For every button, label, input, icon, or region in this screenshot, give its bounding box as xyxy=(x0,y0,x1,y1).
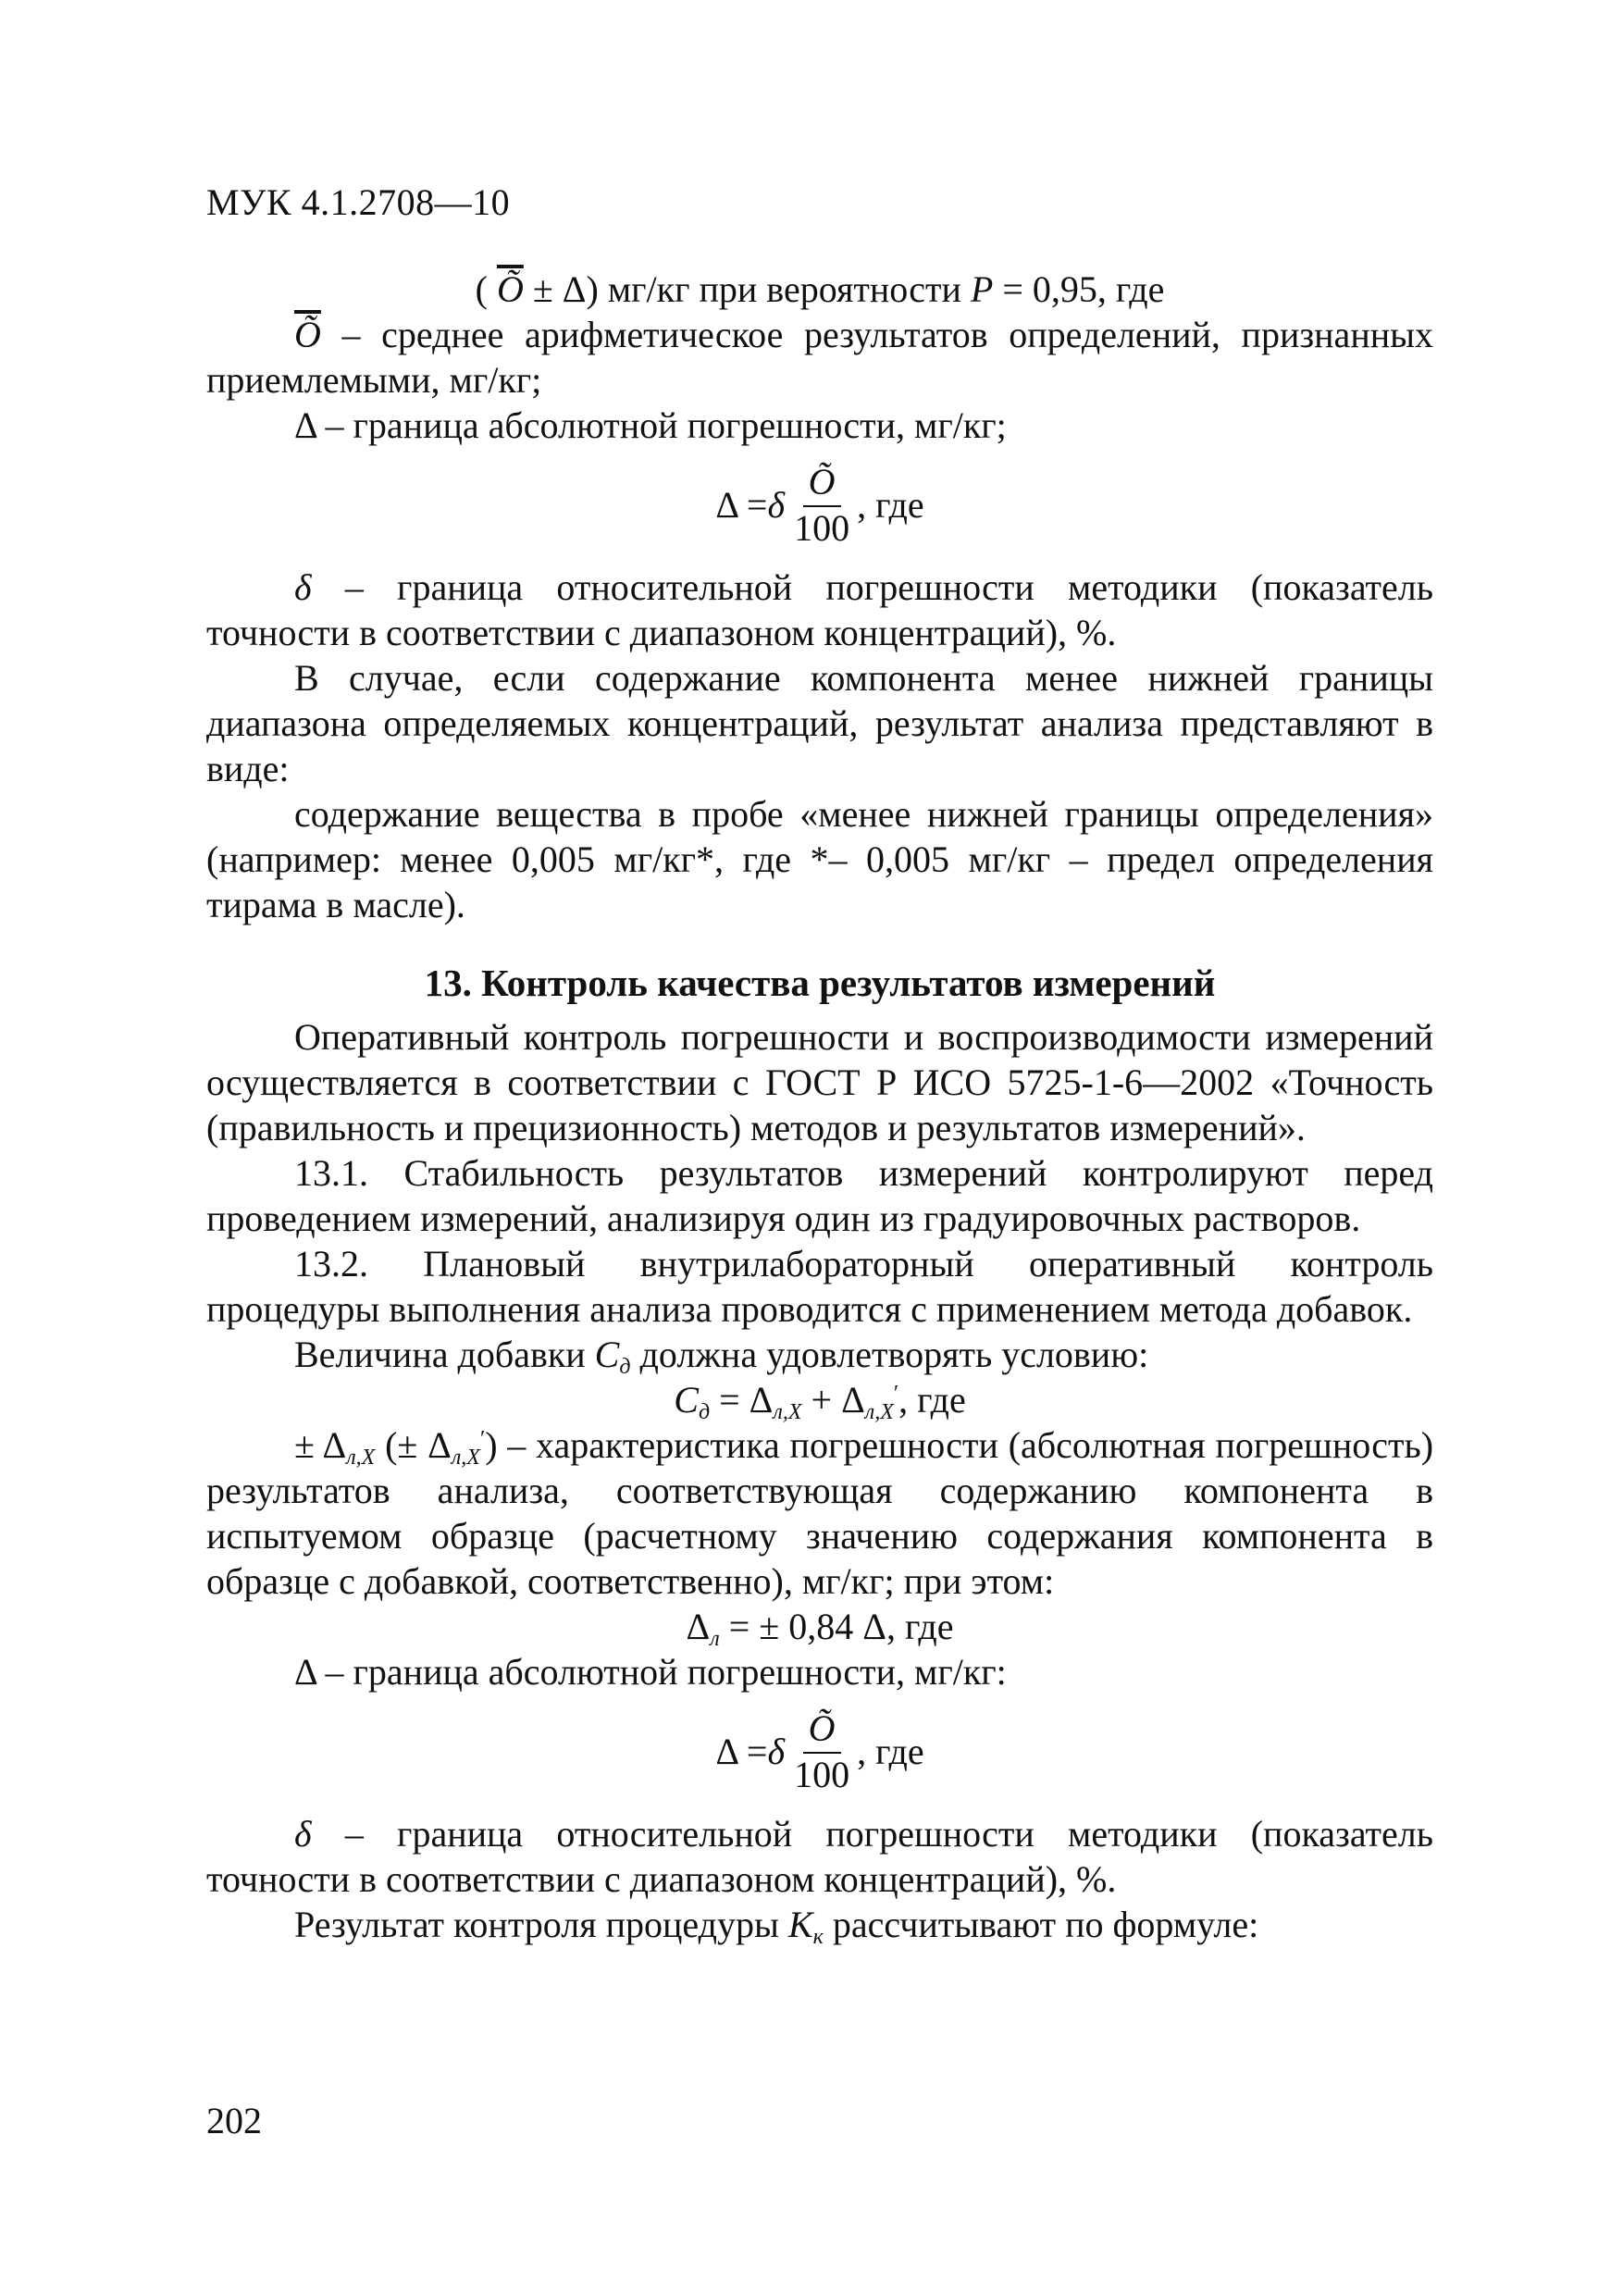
paragraph-addition: Величина добавки $C_д$ должна удовлетворять условию: xyxy=(294,1334,1149,1380)
fraction-2: $\frac{Õ}{100}$ xyxy=(794,1707,850,1795)
fraction: $\frac{Õ}{100}$ xyxy=(794,461,850,549)
rel-error-definition-2: δ – граница относительной погрешности методики (показатель точности в соответствии с диапазоном концентраций), %. xyxy=(206,1813,1433,1900)
rel-error-definition: δ – граница относительной погрешности методики (показатель точности в соответствии с диапазоном концентраций), %. xyxy=(206,566,1433,653)
paragraph-operational-control: Оперативный контроль погрешности и воспроизводимости измерений осуществляется в соответствии с ГОСТ Р ИСО 5725-1-6—2002 «Точность (правильность и прецизионность) методов и результатов измерений». xyxy=(206,1016,1433,1148)
abs-error-definition-2: Δ – граница абсолютной погрешности, мг/кг: xyxy=(294,1651,1007,1693)
mean-definition: $\overline{Õ}$ – среднее арифметическое результатов определений, признанных приемлемыми, мг/кг; xyxy=(206,314,1433,401)
delta-formula-2: Δ = δ $\frac{Õ}{100}$ , где xyxy=(715,1707,924,1795)
paragraph-13-1: 13.1. Стабильность результатов измерений контролируют перед проведением измерений, анализируя один из градуировочных растворов. xyxy=(206,1152,1433,1239)
page-number: 202 xyxy=(206,2100,262,2141)
result-control-paragraph: Результат контроля процедуры $K_к$ рассчитывают по формуле: xyxy=(294,1904,1259,1950)
delta-formula: Δ = δ $\frac{Õ}{100}$ , где xyxy=(715,461,924,549)
paragraph-13-2: 13.2. Плановый внутрилабораторный оперативный контроль процедуры выполнения анализа проводится с применением метода добавок. xyxy=(206,1243,1433,1330)
addition-formula: $C_д = \Delta_{л,X} + \Delta_{л,X}'$, где xyxy=(674,1379,966,1425)
result-format-line: ( $\overline{Õ} \pm \Delta$) мг/кг при вероятности P = 0,95, где xyxy=(475,268,1165,310)
document-code-header: МУК 4.1.2708—10 xyxy=(206,181,511,223)
section-heading: 13. Контроль качества результатов измерений xyxy=(424,962,1216,1004)
delta-l-formula: $\Delta_л$ = ± 0,84 Δ, где xyxy=(686,1606,954,1652)
abs-error-definition: Δ – граница абсолютной погрешности, мг/кг; xyxy=(294,404,1007,446)
paragraph-content: содержание вещества в пробе «менее нижней границы определения» (например: менее 0,005 мг/кг*, где *– 0,005 мг/кг – предел определения тирама в масле). xyxy=(206,793,1433,925)
paragraph-case: В случае, если содержание компонента менее нижней границы диапазона определяемых концентраций, результат анализа представляют в виде: xyxy=(206,657,1433,789)
error-characteristic-definition: ± $\Delta_{л,X}$ (± $\Delta_{л,X}'$) – характеристика погрешности (абсолютная погрешность) результатов анализа, соответствующая содержанию компонента в испытуемом образце (расчетному значению содержания компонента в образце с добавкой, соответственно), мг/кг; при этом: xyxy=(206,1424,1434,1602)
page-body xyxy=(206,267,1434,1950)
mean-symbol: $\overline{Õ}$ xyxy=(496,268,524,310)
